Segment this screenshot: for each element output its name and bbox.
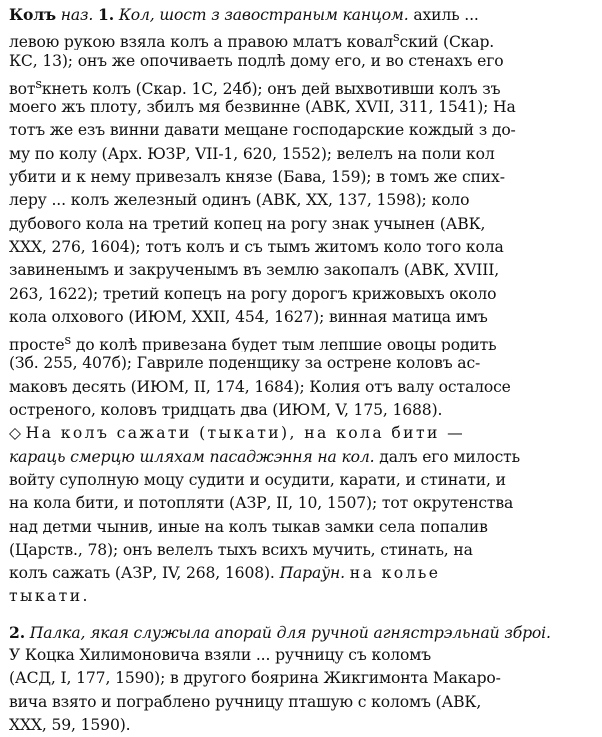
text-line [9, 446, 594, 469]
text-line [9, 621, 594, 644]
text-line: маковъ десять (ИЮМ, II, 174, 1684); Колия отъ валу осталосе [9, 377, 511, 396]
text-line: 263, 1622); третий копецъ на рогу дорогъ крижовыхъ около [9, 284, 497, 303]
quote-text: вот [9, 80, 36, 97]
text-line: кола олхового (ИЮМ, XXII, 454, 1627); винная матица имъ [9, 307, 488, 326]
sense-number: 2. [9, 622, 25, 642]
text-line [9, 3, 594, 26]
text-line: над детми чынив, иные на колъ тыкав замки села попалив [9, 517, 488, 536]
quote-text: колъ сажать (АЗР, IV, 268, 1608). [9, 564, 275, 583]
text-line [9, 329, 594, 352]
text-line: на кола бити, и потопляти (АЗР, II, 10, 1507); тот окрутенства [9, 494, 514, 513]
text-line: тыкати. [9, 587, 90, 606]
quote-text: ский (Скар. [399, 33, 495, 50]
text-line: ХХХ, 276, 1604); тотъ колъ и съ тымъ житомъ коло того кола [9, 237, 504, 256]
text-line: войту суполную моцу судити и осудити, карати, и стинати, и [9, 470, 506, 489]
text-line [9, 562, 594, 585]
phrase-definition: караць смерцю шляхам пасаджэння на кол. [9, 447, 375, 466]
text-line: остреного, коловъ тридцать два (ИЮМ, V, 175, 1688). [9, 401, 443, 420]
diamond-icon: ◇ [9, 424, 21, 443]
phrase-reference: на колье [349, 564, 441, 583]
text-line [9, 73, 594, 96]
text-line: му по колу (Арх. ЮЗР, VII-1, 620, 1552); велелъ на поли кол [9, 144, 495, 163]
text-line: КС, 13); онъ же опочиваеть подлѣ дому его, и во стенахъ его [9, 51, 504, 70]
text-line [9, 422, 594, 445]
text-line: завиненымъ и закрученымъ въ землю закопалъ (АВК, XVIII, [9, 261, 500, 280]
sense-number: 1. [98, 5, 114, 24]
quote-text: левою рукою взяла колъ а правою млатъ ковал [9, 33, 393, 50]
text-line: убити и к нему привезалъ князе (Бава, 159); в томъ же спих- [9, 168, 505, 187]
sense-definition: Кол, шост з завостраным канцом. [118, 6, 409, 24]
headword: Колъ [9, 5, 56, 24]
quote-text: ахиль ... [413, 6, 479, 24]
superscript: s [393, 30, 400, 46]
text-line [9, 26, 594, 49]
text-line: моего жъ плоту, збилъ мя безвинне (АВК, XVII, 311, 1541); На [9, 98, 516, 117]
text-line: (АСД, I, 177, 1590); в другого боярина Жикгимонта Макаро- [9, 669, 501, 688]
quote-text: до колѣ привезана будет тым лепшие овоцы родить [70, 336, 497, 353]
text-line: ХХХ, 59, 1590). [9, 715, 131, 734]
text-line: дубового кола на третий копец на рогу знак учынен (АВК, [9, 214, 486, 233]
grammar-label: наз. [60, 6, 94, 24]
phrase-heading: На колъ сажати (тыкати), на кола бити — [25, 424, 466, 443]
compare-label: Параўн. [279, 564, 345, 583]
quote-text: кнеть колъ (Скар. 1С, 24б); онъ дей выхвотивши колъ зъ [41, 80, 501, 97]
text-line: (Царств., 78); онъ велелъ тыхъ всихъ мучить, стинать, на [9, 540, 473, 559]
superscript: s [64, 333, 71, 349]
text-line: вича взято и пограблено ручницу пташую с коломъ (АВК, [9, 692, 482, 711]
sense-separator [9, 609, 594, 621]
text-line: (Зб. 255, 407б); Гавриле поденщику за острене коловъ ас- [9, 354, 481, 373]
sense-definition: Палка, якая служыла апорай для ручной агнястрэльнай зброі. [29, 623, 551, 642]
superscript: s [35, 76, 42, 92]
text-line: леру ... колъ железный одинъ (АВК, XX, 137, 1598); коло [9, 191, 470, 210]
quote-text: далъ его милость [374, 447, 520, 466]
text-line: У Коцка Хилимоновича взяли ... ручницу съ коломъ [9, 646, 432, 665]
quote-text: просте [9, 336, 65, 353]
text-line: тотъ же езъ винни давати мещане господарские кождый з до- [9, 121, 516, 140]
